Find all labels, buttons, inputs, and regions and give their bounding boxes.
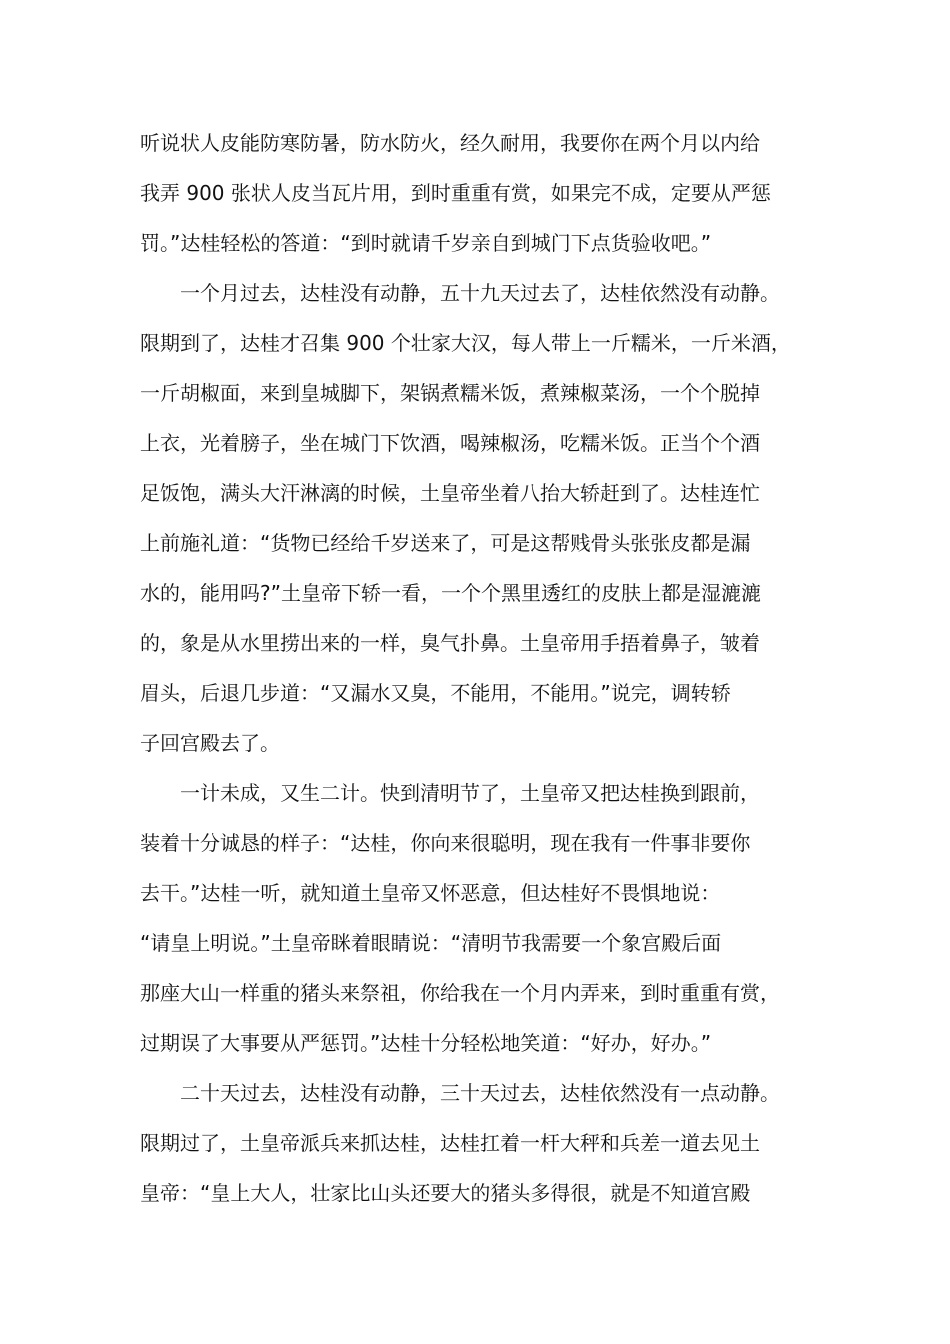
text-line: 上前施礼道：“货物已经给千岁送来了，可是这帮贱骨头张张皮都是漏 <box>140 531 751 555</box>
text-line: 限期到了，达桂才召集 900 个壮家大汉，每人带上一斤糯米，一斤米酒， <box>140 331 791 355</box>
text-line: 过期误了大事要从严惩罚。”达桂十分轻松地笑道：“好办，好办。” <box>140 1031 712 1055</box>
text-line: 皇帝：“皇上大人，壮家比山头还要大的猪头多得很，就是不知道宫殿 <box>140 1181 751 1205</box>
text-line: 听说状人皮能防寒防暑，防水防火，经久耐用，我要你在两个月以内给 <box>140 131 760 155</box>
text-line: 的，象是从水里捞出来的一样，臭气扑鼻。土皇帝用手捂着鼻子，皱着 <box>140 631 760 655</box>
text-line: 眉头，后退几步道：“又漏水又臭，不能用，不能用。”说完，调转轿 <box>140 681 731 705</box>
text-line: 一个月过去，达桂没有动静，五十九天过去了，达桂依然没有动静。 <box>180 281 780 305</box>
text-line: 罚。”达桂轻松的答道：“到时就请千岁亲自到城门下点货验收吧。” <box>140 231 712 255</box>
text-line: 一斤胡椒面，来到皇城脚下，架锅煮糯米饭，煮辣椒菜汤，一个个脱掉 <box>140 381 760 405</box>
text-line: 那座大山一样重的猪头来祭祖，你给我在一个月内弄来，到时重重有赏， <box>140 981 780 1005</box>
text-line: 去干。”达桂一听，就知道土皇帝又怀恶意，但达桂好不畏惧地说： <box>140 881 721 905</box>
text-line: 我弄 900 张状人皮当瓦片用，到时重重有赏，如果完不成，定要从严惩 <box>140 181 771 205</box>
text-line: 一计未成，又生二计。快到清明节了，土皇帝又把达桂换到跟前， <box>180 781 760 805</box>
text-line: 子回宫殿去了。 <box>140 731 280 755</box>
text-line: 二十天过去，达桂没有动静，三十天过去，达桂依然没有一点动静。 <box>180 1081 780 1105</box>
text-line: 上衣，光着膀子，坐在城门下饮酒，喝辣椒汤，吃糯米饭。正当个个酒 <box>140 431 760 455</box>
text-line: 足饭饱，满头大汗淋漓的时候，土皇帝坐着八抬大轿赶到了。达桂连忙 <box>140 481 760 505</box>
text-line: 水的，能用吗?”土皇帝下轿一看，一个个黑里透红的皮肤上都是湿漉漉 <box>140 581 761 605</box>
text-line: “请皇上明说。”土皇帝眯着眼睛说：“清明节我需要一个象宫殿后面 <box>140 931 722 955</box>
text-line: 装着十分诚恳的样子：“达桂，你向来很聪明，现在我有一件事非要你 <box>140 831 751 855</box>
text-line: 限期过了，土皇帝派兵来抓达桂，达桂扛着一杆大秤和兵差一道去见土 <box>140 1131 760 1155</box>
